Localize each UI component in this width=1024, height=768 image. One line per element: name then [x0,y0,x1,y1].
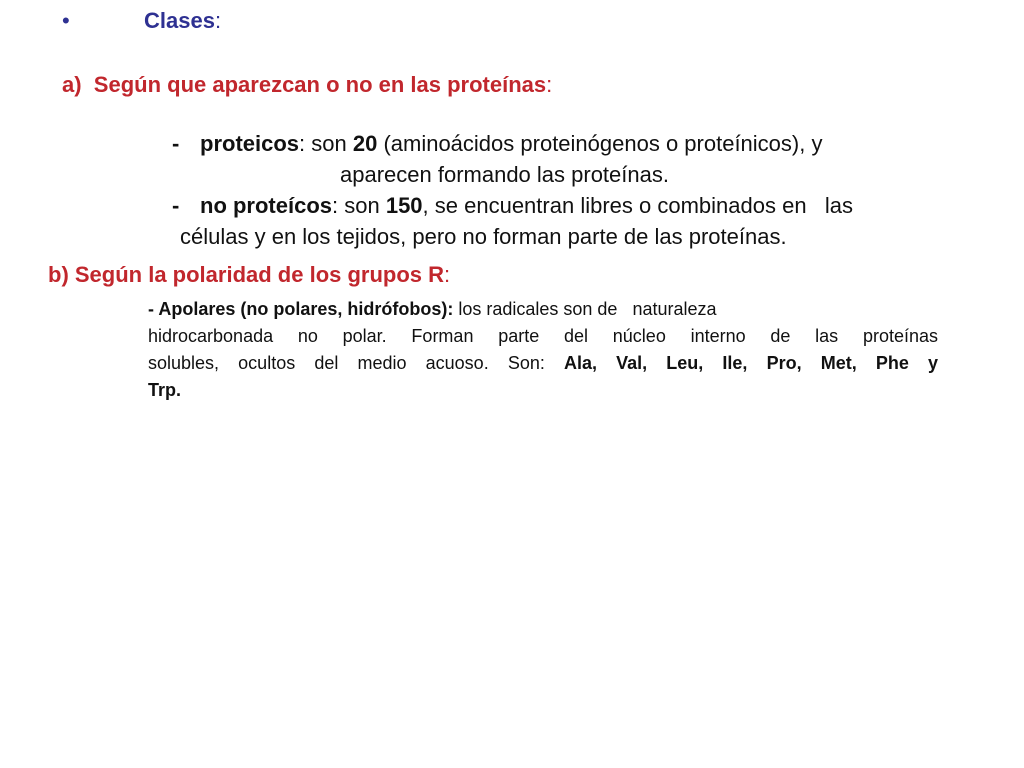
apolares-line-3-bold: Ala, Val, Leu, Ile, Pro, Met, Phe y [563,353,938,373]
bullet-icon: • [62,8,70,33]
proteicos-number: 20 [352,131,378,156]
proteicos-text-2: (aminoácidos proteinógenos o proteínicos), y [377,131,823,156]
proteicos-line-1 [172,131,822,157]
apolares-line-3-text: solubles, ocultos del medio acuoso. Son: [148,353,564,373]
proteicos-text-1: : son [299,131,353,156]
proteicos-dash: - [172,131,180,156]
no-proteicos-text-1: : son [332,193,386,218]
clases-label: Clases [144,8,215,33]
apolares-line-2: hidrocarbonada no polar. Forman parte del núcleo interno de las proteínas [148,326,938,346]
proteicos-term: proteicos [200,131,300,156]
section-a-colon: : [546,72,553,97]
proteicos-line-2: aparecen formando las proteínas. [340,162,669,187]
apolares-line-1-rest: los radicales son de naturaleza [453,299,717,319]
section-b-label: b) Según la polaridad de los grupos R [48,262,445,287]
apolares-line-4: Trp. [148,380,182,400]
section-a-heading [62,72,552,98]
clases-colon: : [214,8,222,33]
section-a-label: Según que aparezcan o no en las proteínas [93,72,547,97]
apolares-line-3 [148,350,938,377]
apolares-line-1 [148,296,938,323]
clases-heading [62,8,221,34]
no-proteicos-dash: - [172,193,180,218]
apolares-term: - Apolares (no polares, hidrófobos): [148,299,454,319]
apolares-paragraph [148,296,938,404]
no-proteicos-line-2: células y en los tejidos, pero no forman parte de las proteínas. [180,224,787,249]
section-a-marker: a) [62,72,82,97]
no-proteicos-number: 150 [385,193,423,218]
section-b-heading [48,262,450,288]
no-proteicos-line-1 [172,193,853,219]
no-proteicos-term: no proteícos [200,193,333,218]
no-proteicos-text-2: , se encuentran libres o combinados en las [422,193,854,218]
section-b-colon: : [444,262,451,287]
